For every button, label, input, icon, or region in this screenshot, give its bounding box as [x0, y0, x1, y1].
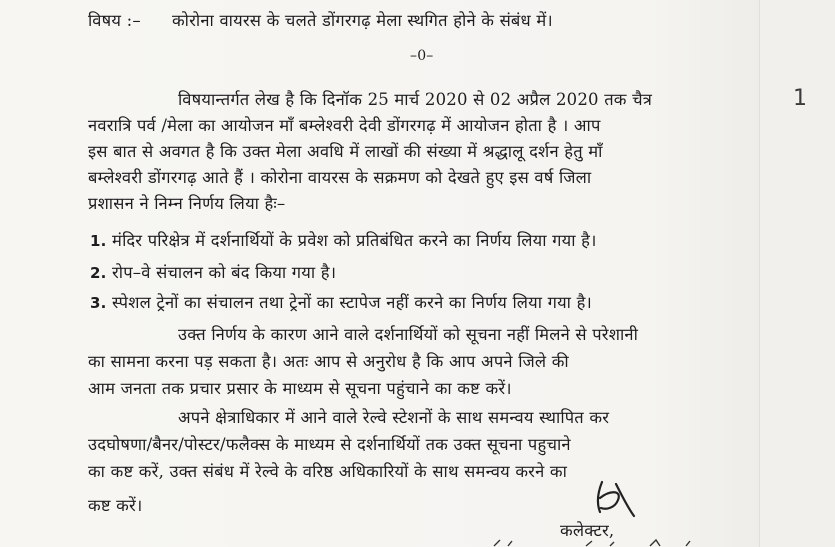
- list-item: [90, 260, 336, 283]
- paragraph3-line1: अपने क्षेत्राधिकार में आने वाले रेल्वे स्टेशनों के साथ समन्वय स्थापित कर: [178, 408, 610, 427]
- cropped-text-fragment: [490, 538, 710, 547]
- separator: –0–: [410, 48, 434, 64]
- paragraph1-line5: प्रशासन ने निम्न निर्णय लिया हैः–: [88, 194, 286, 213]
- paragraph2-line2: का सामना करना पड़ सकता है। अतः आप से अनुरोध है कि आप अपने जिले की: [88, 352, 569, 371]
- page-number-indicator: 1: [793, 86, 807, 111]
- signature-mark: [588, 478, 640, 520]
- viewer-margin: [759, 0, 835, 547]
- paragraph3-line2: उदघोषणा/बैनर/पोस्टर/फलैक्स के माध्यम से दर्शनार्थियों तक उक्त सूचना पहुचाने: [88, 435, 571, 454]
- list-item-text: रोप–वे संचालन को बंद किया गया है।: [112, 263, 337, 282]
- paragraph3-line3: का कष्ट करें, उक्त संबंध में रेल्वे के वरिष्ठ अधिकारियों के साथ समन्वय करने का: [88, 462, 568, 481]
- designation: कलेक्टर,: [560, 521, 615, 540]
- paragraph1-line3: इस बात से अवगत है कि उक्त मेला अवधि में लाखों की संख्या में श्रद्धालू दर्शन हेतु माँ: [88, 142, 603, 161]
- paragraph2-line3: आम जनता तक प्रचार प्रसार के माध्यम से सूचना पहुंचाने का कष्ट करें।: [88, 379, 512, 398]
- list-item: [90, 228, 597, 251]
- list-item-text: स्पेशल ट्रेनों का संचालन तथा ट्रेनों का स्टापेज नहीं करने का निर्णय लिया गया है।: [112, 293, 593, 312]
- paragraph2-line1: उक्त निर्णय के कारण आने वाले दर्शनार्थियों को सूचना नहीं मिलने से परेशानी: [178, 325, 639, 344]
- list-item-number: 3.: [90, 294, 107, 312]
- list-item: [90, 290, 592, 313]
- list-item-number: 2.: [90, 264, 107, 282]
- list-item-number: 1.: [90, 232, 107, 250]
- paragraph1-line4: बम्लेश्वरी डोंगरगढ़ आते हैं । कोरोना वायरस के सक्रमण को देखते हुए इस वर्ष जिला: [88, 168, 592, 187]
- paragraph1-line1: विषयान्तर्गत लेख है कि दिनॉक 25 मार्च 2020 से 02 अप्रैल 2020 तक चैत्र: [178, 90, 653, 109]
- subject-text: कोरोना वायरस के चलते डोंगरगढ़ मेला स्थगित होने के संबंध में।: [172, 11, 553, 30]
- paragraph3-line4: कष्ट करें।: [88, 496, 143, 515]
- subject-label: विषय :–: [88, 11, 141, 30]
- list-item-text: मंदिर परिक्षेत्र में दर्शनार्थियों के प्रवेश को प्रतिबंधित करने का निर्णय लिया गया है।: [112, 231, 597, 250]
- paragraph1-line2: नवरात्रि पर्व /मेला का आयोजन माँ बम्लेश्वरी देवी डोंगरगढ़ में आयोजन होता है । आप: [88, 116, 601, 135]
